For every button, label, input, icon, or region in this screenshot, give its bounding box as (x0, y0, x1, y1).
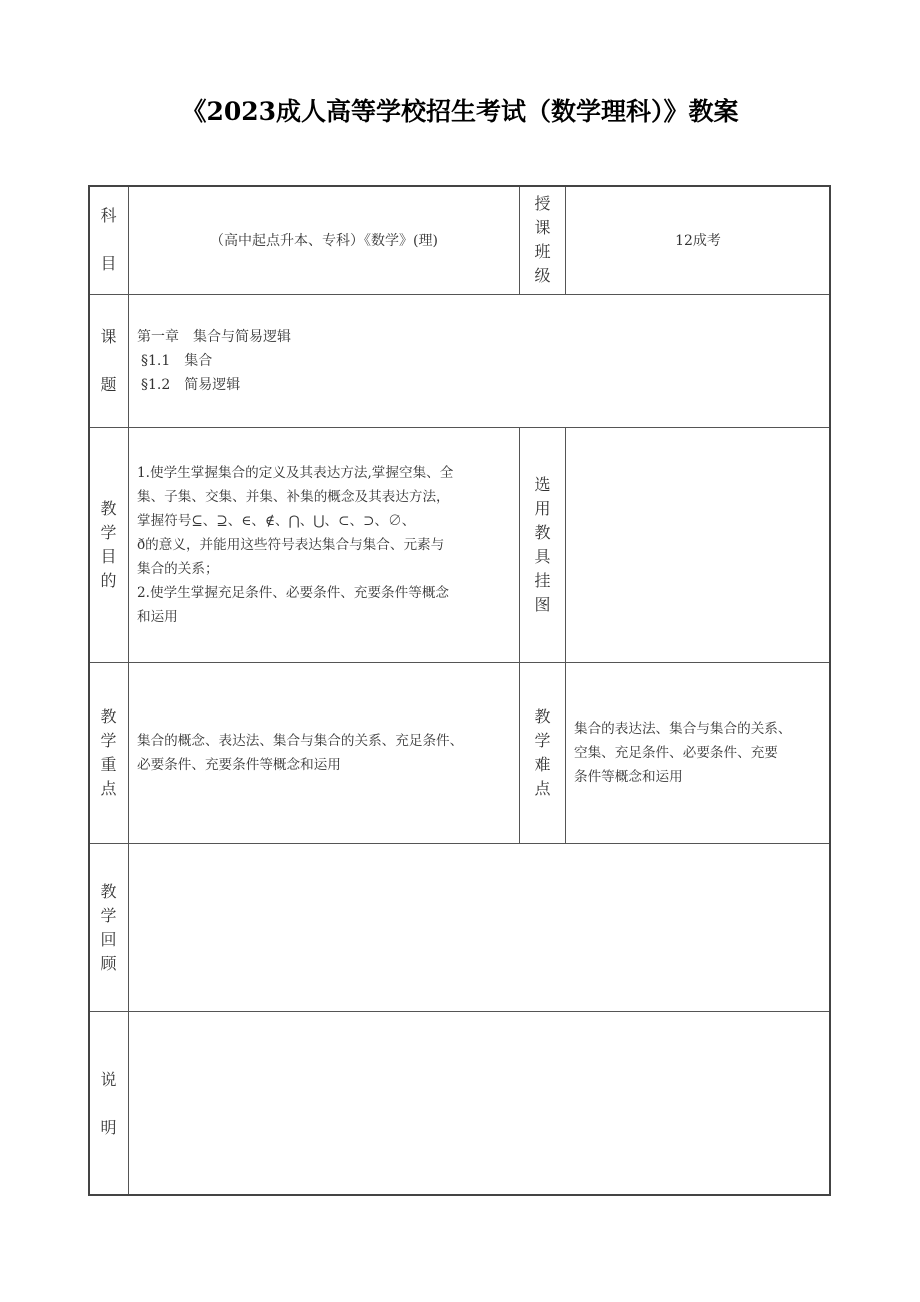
objectives-line: 2.使学生掌握充足条件、必要条件、充要条件等概念 (137, 585, 450, 601)
subject-label-char: 目 (100, 254, 117, 273)
objectives-label-char: 学 (100, 523, 117, 542)
topic-label-char: 课 (100, 327, 117, 346)
key-points-label-char: 学 (100, 731, 117, 750)
topic-chapter: 第一章 集合与简易逻辑 (137, 329, 291, 345)
review-label-cell (88, 843, 129, 1012)
class-label-char: 课 (534, 218, 551, 237)
difficulties-line: 空集、充足条件、必要条件、充要 (574, 745, 778, 761)
difficulties-label-cell (519, 662, 566, 844)
key-points-label-cell (88, 662, 129, 844)
objectives-label-cell (88, 427, 129, 663)
difficulties-label-char: 点 (534, 779, 551, 798)
objectives-line: 集合的关系； (137, 561, 219, 577)
objectives-label-char: 的 (100, 571, 117, 590)
difficulties-line: 集合的表达法、集合与集合的关系、 (574, 721, 792, 737)
review-label-char: 学 (100, 905, 117, 925)
objectives-line: 1.使学生掌握集合的定义及其表达方法,掌握空集、全 (137, 465, 454, 481)
teaching-aids-label-char: 选 (534, 475, 551, 494)
class-label-char: 级 (534, 266, 551, 285)
topic-section: §1.1 集合 (141, 353, 213, 369)
objectives-label-char: 教 (100, 499, 117, 518)
class-label-char: 班 (534, 242, 551, 261)
lesson-plan-table (88, 185, 831, 1196)
class-value: 12成考 (675, 233, 721, 249)
objectives-value-cell (128, 427, 520, 663)
review-label-char: 教 (100, 881, 117, 901)
teaching-aids-label-char: 用 (534, 499, 551, 518)
subject-label-char: 科 (100, 206, 117, 225)
review-value-cell (128, 843, 831, 1012)
notes-label-cell (88, 1011, 129, 1196)
key-points-line: 集合的概念、表达法、集合与集合的关系、充足条件、 (137, 733, 464, 749)
notes-label-char: 说 (100, 1069, 117, 1089)
subject-value-cell (128, 185, 520, 295)
key-points-label-char: 点 (100, 779, 117, 798)
key-points-label-char: 教 (100, 707, 117, 726)
difficulties-value-cell (565, 662, 831, 844)
objectives-line: 和运用 (137, 609, 178, 625)
objectives-label-char: 目 (100, 547, 117, 566)
class-value-cell (565, 185, 831, 295)
notes-label-char: 明 (100, 1117, 117, 1137)
teaching-aids-label-char: 教 (534, 523, 551, 542)
topic-section: §1.2 简易逻辑 (141, 377, 241, 393)
key-points-value-cell (128, 662, 520, 844)
difficulties-label-char: 学 (534, 731, 551, 750)
teaching-aids-label-char: 具 (534, 547, 551, 566)
objectives-line: 集、子集、交集、并集、补集的概念及其表达方法， (137, 489, 450, 505)
class-label-cell (519, 185, 566, 295)
objectives-line: 掌握符号⊆、⊇、∈、∉、⋂、⋃、⊂、⊃、∅、 (137, 513, 416, 529)
difficulties-label-char: 难 (534, 755, 551, 774)
subject-value: （高中起点升本、专科）《数学》(理) (210, 233, 438, 249)
teaching-aids-label-cell (519, 427, 566, 663)
objectives-line: ð的意义，并能用这些符号表达集合与集合、元素与 (137, 537, 445, 553)
topic-value-cell (128, 294, 831, 428)
review-label-char: 回 (100, 929, 117, 949)
teaching-aids-value-cell (565, 427, 831, 663)
class-label-char: 授 (534, 194, 551, 213)
difficulties-line: 条件等概念和运用 (574, 769, 683, 785)
difficulties-label-char: 教 (534, 707, 551, 726)
key-points-label-char: 重 (100, 755, 117, 774)
topic-label-char: 题 (100, 375, 117, 394)
page-title: 《2023成人高等学校招生考试（数学理科）》教案 (181, 97, 739, 126)
subject-label-cell (88, 185, 129, 295)
key-points-line: 必要条件、充要条件等概念和运用 (137, 757, 341, 773)
teaching-aids-label-char: 图 (534, 595, 551, 614)
topic-label-cell (88, 294, 129, 428)
teaching-aids-label-char: 挂 (534, 571, 551, 590)
notes-value-cell (128, 1011, 831, 1196)
review-label-char: 顾 (100, 953, 117, 973)
